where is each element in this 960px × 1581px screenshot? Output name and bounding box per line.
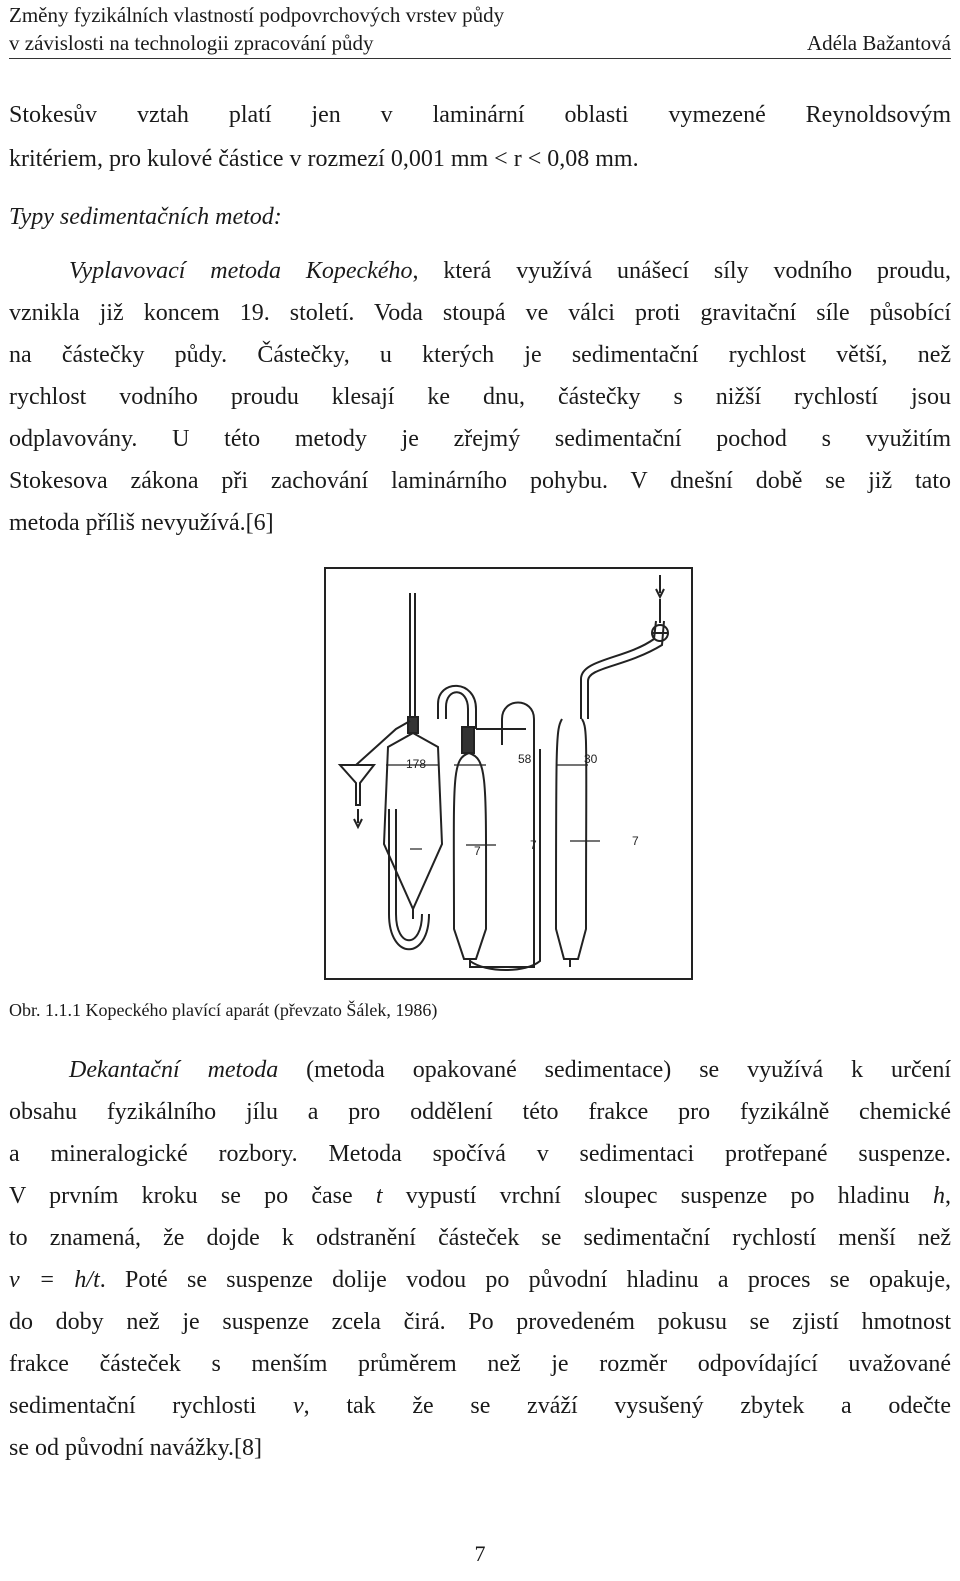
page-header — [9, 0, 951, 59]
header-title-line1: Změny fyzikálních vlastností podpovrchových vrstev půdy — [9, 3, 505, 27]
kopecky-line-4: rychlost vodního proudu klesají ke dnu, částečky s nižší rychlostí jsou — [9, 384, 951, 410]
dekant-line-2: obsahu fyzikálního jílu a pro oddělení této frakce pro fyzikálně chemické — [9, 1099, 951, 1125]
dekant-line-8: frakce částeček s menším průměrem než je rozměr odpovídající uvažované — [9, 1351, 951, 1377]
kopecky-line-1 — [9, 258, 951, 285]
dekant-line-1-text: (metoda opakované sedimentace) se využívá k určení — [278, 1057, 951, 1083]
kopecky-line-6: Stokesova zákona při zachování laminárního pohybu. V dnešní době se již tato — [9, 468, 951, 494]
dekant-line-6-text: . Poté se suspenze dolije vodou po původní hladinu a proces se opakuje, — [99, 1267, 951, 1293]
dekant-line-6 — [9, 1267, 951, 1294]
kopecky-line-1-text: , která využívá unášecí síly vodního proudu, — [412, 258, 951, 284]
kopecky-method-name: Vyplavovací metoda Kopeckého — [69, 258, 413, 284]
section-heading: Typy sedimentačních metod: — [9, 204, 282, 230]
dekant-line-4a: V prvním kroku se po čase — [9, 1183, 376, 1209]
dekant-var-t: t — [375, 1183, 383, 1209]
kopecky-line-3: na částečky půdy. Částečky, u kterých je sedimentační rychlost větší, než — [9, 342, 951, 368]
dekant-line-1 — [9, 1057, 951, 1084]
page-number: 7 — [474, 1541, 486, 1566]
dekant-var-v: v — [293, 1393, 304, 1419]
dekant-var-h: h — [933, 1183, 945, 1209]
dekant-method-name: Dekantační metoda — [69, 1057, 279, 1083]
dekant-formula: v = h/t — [9, 1267, 100, 1293]
header-author: Adéla Bažantová — [806, 31, 951, 55]
dim-label-30: 30 — [584, 752, 598, 766]
kopecky-line-5: odplavovány. U této metody je zřejmý sedimentační pochod s využitím — [9, 426, 951, 452]
kopecky-line-2: vznikla již koncem 19. století. Voda stoupá ve válci proti gravitační síle působící — [9, 300, 951, 326]
kopecky-apparatus-figure — [324, 567, 693, 980]
dim-label-base-2: 7 — [530, 838, 537, 852]
dekant-line-9 — [9, 1393, 951, 1420]
dim-label-base-1: 7 — [474, 844, 481, 858]
dekant-line-9a: sedimentační rychlosti — [9, 1393, 293, 1419]
apparatus-drawing — [326, 569, 691, 978]
dekant-line-4 — [9, 1183, 951, 1210]
kopecky-line-7: metoda příliš nevyužívá.[6] — [9, 510, 274, 536]
stokes-line-2: kritériem, pro kulové částice v rozmezí 0,001 mm < r < 0,08 mm. — [9, 146, 639, 172]
dim-label-base-3: 7 — [632, 834, 639, 848]
dekant-line-9b: , tak že se zváží vysušený zbytek a odečte — [303, 1393, 952, 1419]
dim-label-58: 58 — [518, 752, 532, 766]
dim-label-178: 178 — [406, 757, 427, 771]
dekant-line-5: to znamená, že dojde k odstranění částeček se sedimentační rychlostí menší než — [9, 1225, 951, 1251]
header-title-line2: v závislosti na technologii zpracování půdy — [9, 31, 374, 55]
stokes-line-1: Stokesův vztah platí jen v laminární oblasti vymezené Reynoldsovým — [9, 102, 951, 128]
dekant-line-4c: , — [945, 1183, 951, 1209]
dekant-line-4b: vypustí vrchní sloupec suspenze po hladinu — [382, 1183, 933, 1209]
dekant-line-10: se od původní navážky.[8] — [9, 1435, 263, 1461]
figure-caption: Obr. 1.1.1 Kopeckého plavící aparát (převzato Šálek, 1986) — [9, 1000, 438, 1020]
dekant-line-3: a mineralogické rozbory. Metoda spočívá v sedimentaci protřepané suspenze. — [9, 1141, 951, 1167]
dekant-line-7: do doby než je suspenze zcela čirá. Po provedeném pokusu se zjistí hmotnost — [9, 1309, 951, 1335]
